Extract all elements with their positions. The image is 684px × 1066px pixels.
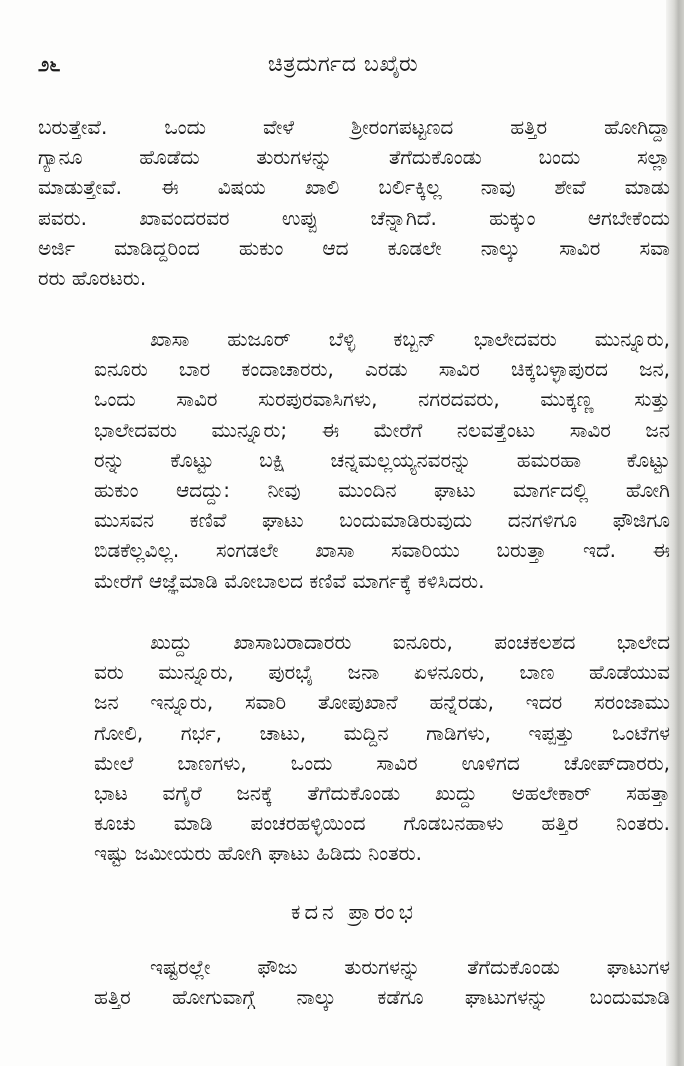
text-line: ಮಾಡುತ್ತೇವೆ. ಈ ವಿಷಯ ಖಾಲಿ ಬರ್ಲಿಕ್ಕಿಲ್ಲ ನಾವು ಶೇವೆ ಮಾಡು <box>38 175 670 200</box>
text-line: ಖುದ್ದು ಖಾಸಾಬರಾದಾರರು ಐನೂರು, ಪಂಚಕಲಶದ ಭಾಲೇದ <box>150 630 670 654</box>
text-line: ರರು ಹೊರಟರು. <box>38 266 147 291</box>
text-line: ಮೇಲೆ ಬಾಣಗಳು, ಒಂದು ಸಾವಿರ ಊಳಿಗದ ಚೋಪ್‌ದಾರರು, <box>94 750 670 775</box>
section-heading: ಕದನ ಪ್ರಾರಂಭ <box>291 900 417 924</box>
text-line: ಗ್ಯಾನೂ ಹೊಡೆದು ತುರುಗಳನ್ನು ತೆಗೆದುಕೊಂಡು ಬಂದು ಸಲ್ಲಾ <box>38 145 670 170</box>
text-line: ಒಂದು ಸಾವಿರ ಸುರಪುರವಾಸಿಗಳು, ನಗರದವರು, ಮುಕ್ಕಣ್ಣ ಸುತ್ತು <box>94 387 670 412</box>
text-line: ಐನೂರು ಬಾರ ಕಂದಾಚಾರರು, ಎರಡು ಸಾವಿರ ಚಿಕ್ಕಬಳ್ಳಾಪುರದ ಜನ, <box>94 357 670 382</box>
text-line: ಜನ ಇನ್ನೂರು, ಸವಾರಿ ತೋಪುಖಾನೆ ಹನ್ನೆರಡು, ಇದರ ಸರಂಜಾಮು <box>94 690 670 715</box>
paragraph-3 <box>38 627 670 869</box>
text-line: ಹುಕುಂ ಆದದ್ದು: ನೀವು ಮುಂದಿನ ಘಾಟು ಮಾರ್ಗದಲ್ಲಿ ಹೋಗಿ <box>94 478 670 503</box>
text-line: ವರು ಮುನ್ನೂರು, ಪುರಭೈ ಜನಾ ಏಳನೂರು, ಬಾಣ ಹೊಡೆಯುವ <box>94 660 670 685</box>
text-line: ಬಿಡಕೆಲ್ಲವಿಲ್ಲ. ಸಂಗಡಲೇ ಖಾಸಾ ಸವಾರಿಯು ಬರುತ್ತಾ ಇದೆ. ಈ <box>94 538 670 563</box>
text-line: ಮೇರೆಗೆ ಆಜ್ಞೆಮಾಡಿ ಮೋಬಾಲದ ಕಣಿವೆ ಮಾರ್ಗಕ್ಕೆ ಕಳಿಸಿದರು. <box>94 568 485 593</box>
text-line: ಇಷ್ಟರಲ್ಲೇ ಫೌಜು ತುರುಗಳನ್ನು ತೆಗೆದುಕೊಂಡು ಘಾಟುಗಳ <box>150 955 670 979</box>
text-line: ಕೂಚು ಮಾಡಿ ಪಂಚರಹಳ್ಳಿಯಿಂದ ಗೊಡಬನಹಾಳು ಹತ್ತಿರ ನಿಂತರು. <box>94 811 670 836</box>
paragraph-4 <box>38 952 670 1012</box>
text-line: ಹತ್ತಿರ ಹೋಗುವಾಗ್ಗೆ ನಾಲ್ಕು ಕಡೆಗೂ ಘಾಟುಗಳನ್ನು ಬಂದುಮಾಡಿ <box>94 985 670 1010</box>
paragraph-1 <box>38 112 670 293</box>
text-line: ಭಾಟ ವಗೈರೆ ಜನಕ್ಕೆ ತೆಗೆದುಕೊಂಡು ಖುದ್ದು ಅಹಲೇಕಾರ್ ಸಹತ್ತಾ <box>94 781 670 806</box>
text-line: ಗೋಲಿ, ಗರ್ಭ, ಚಾಟು, ಮದ್ದಿನ ಗಾಡಿಗಳು, ಇಪ್ಪತ್ತು ಒಂಟೆಗಳ <box>94 720 670 745</box>
text-line: ಮುಸವನ ಕಣಿವೆ ಘಾಟು ಬಂದುಮಾಡಿರುವುದು ದನಗಳಿಗೂ ಫೌಜಿಗೂ <box>94 508 670 533</box>
text-line: ಪವರು. ಖಾವಂದರವರ ಉಪ್ಪು ಚೆನ್ನಾಗಿದೆ. ಹುಕ್ಕುಂ ಆಗಬೇಕೆಂದು <box>38 205 670 230</box>
page-number: ೨೬ <box>38 52 61 76</box>
text-line: ಭಾಲೇದವರು ಮುನ್ನೂರು; ಈ ಮೇರೆಗೆ ನಲವತ್ತೆಂಟು ಸಾವಿರ ಜನ <box>94 417 670 442</box>
text-line: ಅರ್ಜಿ ಮಾಡಿದ್ದರಿಂದ ಹುಕುಂ ಆದ ಕೂಡಲೇ ನಾಲ್ಕು ಸಾವಿರ ಸವಾ <box>38 235 670 260</box>
running-title: ಚಿತ್ರದುರ್ಗದ ಬಖೈರು <box>267 52 419 77</box>
text-line: ಬರುತ್ತೇವೆ. ಒಂದು ವೇಳೆ ಶ್ರೀರಂಗಪಟ್ಟಣದ ಹತ್ತಿರ ಹೋಗಿದ್ದಾ <box>38 115 670 139</box>
page-header <box>38 52 648 84</box>
paragraph-2 <box>38 324 670 596</box>
text-line: ರನ್ನು ಕೊಟ್ಟು ಬಕ್ಷಿ ಚನ್ನಮಲ್ಲಯ್ಯನವರನ್ನು ಹಮರಹಾ ಕೊಟ್ಟು <box>94 447 670 472</box>
text-line: ಇಷ್ಟು ಜಮೀಯರು ಹೋಗಿ ಘಾಟು ಹಿಡಿದು ನಿಂತರು. <box>94 841 422 866</box>
text-line: ಖಾಸಾ ಹುಜೂರ್ ಬೆಳ್ಳಿ ಕಬ್ಬನ್ ಭಾಲೇದವರು ಮುನ್ನೂರು, <box>150 327 670 351</box>
